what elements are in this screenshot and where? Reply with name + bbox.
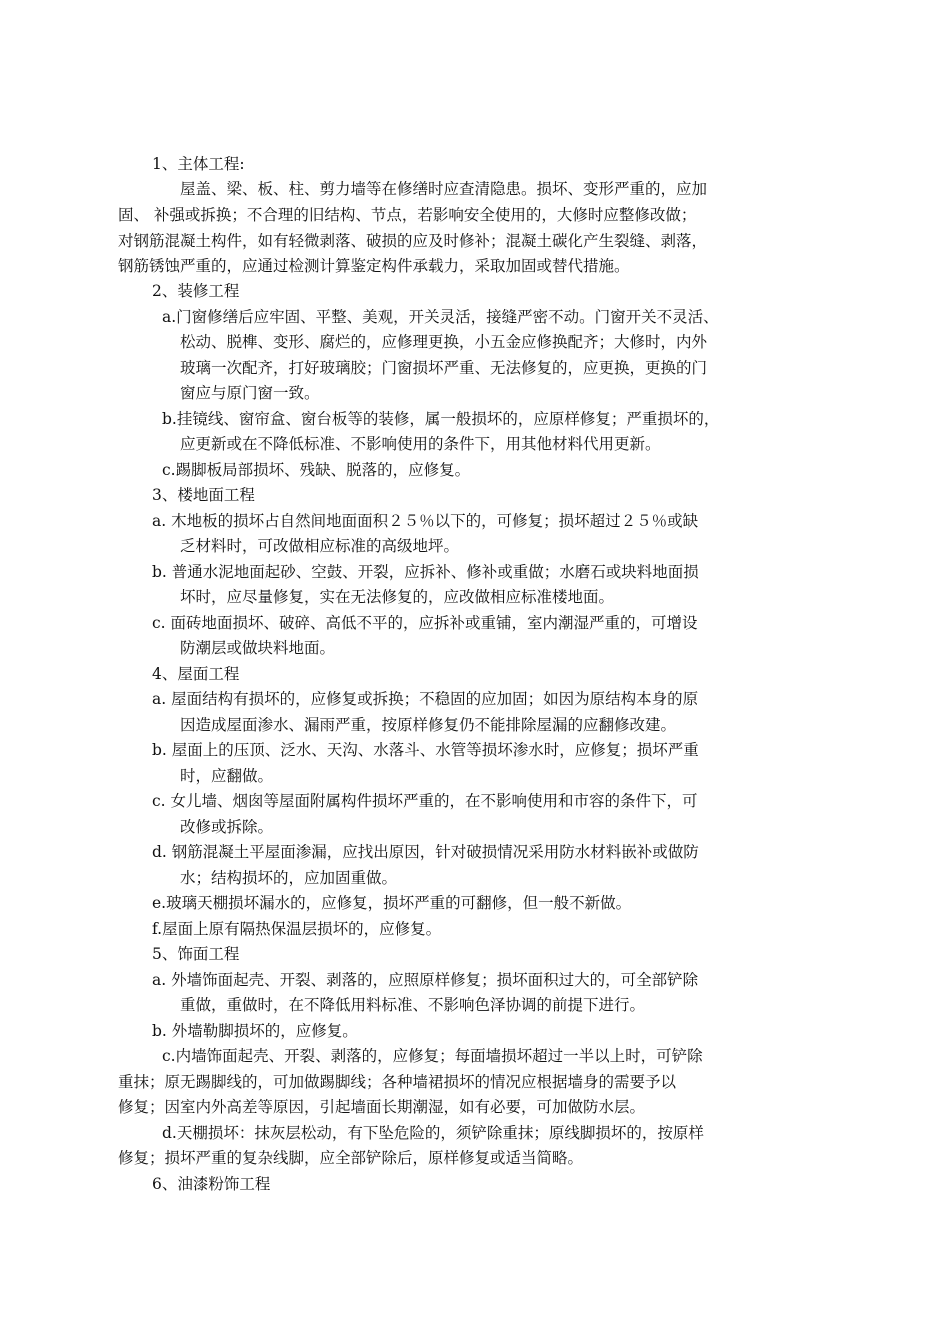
- list-item: a.门窗修缮后应牢固、平整、美观，开关灵活，接缝严密不动。门窗开关不灵活、: [162, 308, 719, 326]
- paragraph-line: 修复；因室内外高差等原因，引起墙面长期潮湿，如有必要，可加做防水层。: [118, 1098, 646, 1116]
- list-item: c. 面砖地面损坏、破碎、高低不平的，应拆补或重铺，室内潮湿严重的，可增设: [152, 614, 698, 632]
- paragraph-line: 钢筋锈蚀严重的，应通过检测计算鉴定构件承载力，采取加固或替代措施。: [118, 257, 630, 275]
- list-item: b.挂镜线、窗帘盒、窗台板等的装修，属一般损坏的，应原样修复；严重损坏的，: [162, 410, 720, 428]
- heading-main-structure: 1、主体工程:: [152, 155, 245, 173]
- list-item-continuation: 重做，重做时，在不降低用料标准、不影响色泽协调的前提下进行。: [180, 996, 646, 1014]
- list-item-continuation: 应更新或在不降低标准、不影响使用的条件下，用其他材料代用更新。: [180, 435, 661, 453]
- list-item-continuation: 坏时，应尽量修复，实在无法修复的，应改做相应标准楼地面。: [180, 588, 615, 606]
- list-item-continuation: 乏材料时，可改做相应标准的高级地坪。: [180, 537, 460, 555]
- list-item-continuation: 因造成屋面渗水、漏雨严重，按原样修复仍不能排除屋漏的应翻修改建。: [180, 716, 677, 734]
- heading-decoration: 2、装修工程: [152, 282, 240, 300]
- list-item: b. 普通水泥地面起砂、空鼓、开裂，应拆补、修补或重做；水磨石或块料地面损: [152, 563, 699, 581]
- list-item: f.屋面上原有隔热保温层损坏的，应修复。: [152, 920, 442, 938]
- list-item-continuation: 水；结构损坏的，应加固重做。: [180, 869, 398, 887]
- list-item: e.玻璃天棚损坏漏水的，应修复，损坏严重的可翻修，但一般不新做。: [152, 894, 632, 912]
- paragraph-line: 重抹；原无踢脚线的，可加做踢脚线；各种墙裙损坏的情况应根据墙身的需要予以: [118, 1073, 677, 1091]
- list-item: a. 木地板的损坏占自然间地面面积２５％以下的，可修复；损坏超过２５％或缺: [152, 512, 699, 530]
- list-item: c.踢脚板局部损坏、残缺、脱落的，应修复。: [162, 461, 471, 479]
- list-item: c. 女儿墙、烟囱等屋面附属构件损坏严重的，在不影响使用和市容的条件下，可: [152, 792, 698, 810]
- paragraph-line: 对钢筋混凝土构件，如有轻微剥落、破损的应及时修补；混凝土碳化产生裂缝、剥落，: [118, 232, 708, 250]
- list-item-continuation: 防潮层或做块料地面。: [180, 639, 336, 657]
- list-item-continuation: 窗应与原门窗一致。: [180, 384, 320, 402]
- list-item: d.天棚损坏：抹灰层松动，有下坠危险的，须铲除重抹；原线脚损坏的，按原样: [162, 1124, 704, 1142]
- list-item-continuation: 玻璃一次配齐，打好玻璃胶；门窗损坏严重、无法修复的，应更换，更换的门: [180, 359, 708, 377]
- list-item-continuation: 改修或拆除。: [180, 818, 274, 836]
- paragraph-line: 修复；损坏严重的复杂线脚，应全部铲除后，原样修复或适当简略。: [118, 1149, 584, 1167]
- paragraph-line: 屋盖、梁、板、柱、剪力墙等在修缮时应查清隐患。损坏、变形严重的，应加: [180, 180, 708, 198]
- list-item: a. 屋面结构有损坏的，应修复或拆换；不稳固的应加固；如因为原结构本身的原: [152, 690, 699, 708]
- heading-floor: 3、楼地面工程: [152, 486, 255, 504]
- paragraph-line: 固、 补强或拆换；不合理的旧结构、节点，若影响安全使用的，大修时应整修改做；: [118, 206, 697, 224]
- list-item: b. 屋面上的压顶、泛水、天沟、水落斗、水管等损坏渗水时，应修复；损坏严重: [152, 741, 699, 759]
- heading-paint: 6、油漆粉饰工程: [152, 1175, 271, 1193]
- heading-roof: 4、屋面工程: [152, 665, 240, 683]
- list-item-continuation: 松动、脱榫、变形、腐烂的，应修理更换，小五金应修换配齐；大修时，内外: [180, 333, 708, 351]
- list-item: d. 钢筋混凝土平屋面渗漏，应找出原因，针对破损情况采用防水材料嵌补或做防: [152, 843, 699, 861]
- list-item: a. 外墙饰面起壳、开裂、剥落的，应照原样修复；损坏面积过大的，可全部铲除: [152, 971, 699, 989]
- list-item-continuation: 时，应翻做。: [180, 767, 274, 785]
- list-item: b. 外墙勒脚损坏的，应修复。: [152, 1022, 358, 1040]
- heading-facing: 5、饰面工程: [152, 945, 240, 963]
- list-item: c.内墙饰面起壳、开裂、剥落的，应修复；每面墙损坏超过一半以上时，可铲除: [162, 1047, 703, 1065]
